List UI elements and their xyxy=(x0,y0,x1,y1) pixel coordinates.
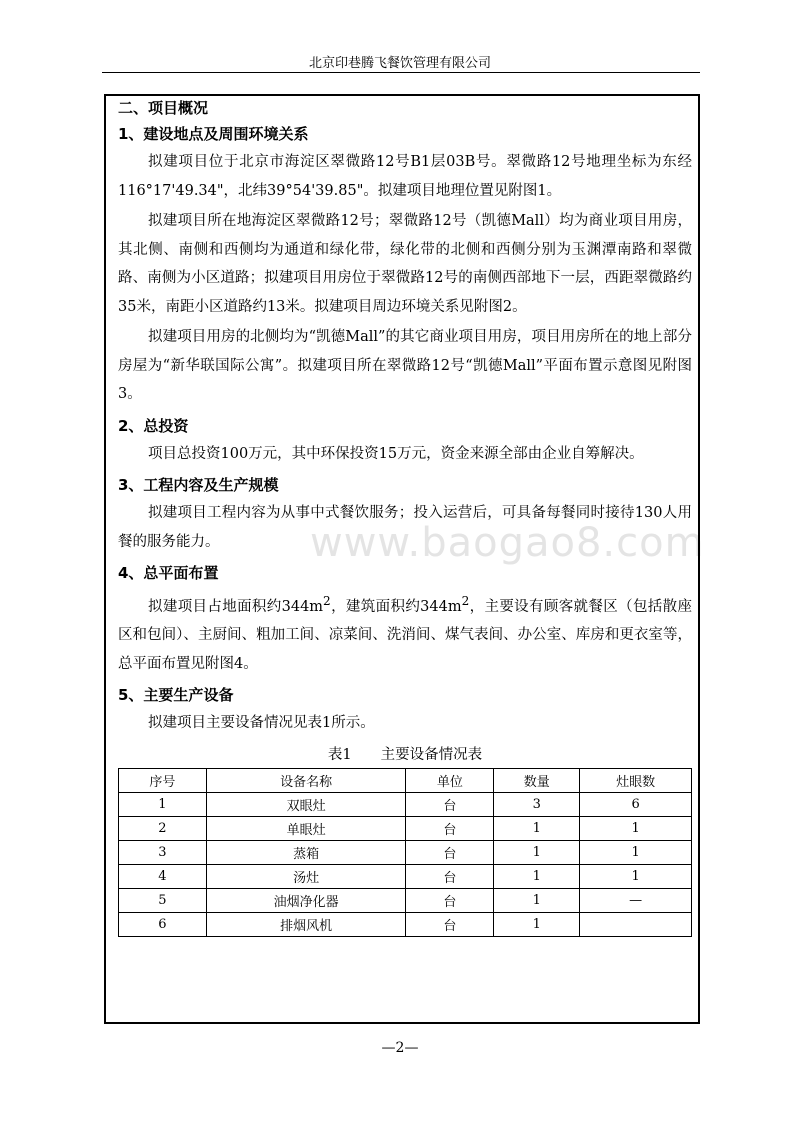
section-layout xyxy=(118,560,692,678)
table-header-cell: 灶眼数 xyxy=(580,768,692,792)
section-location xyxy=(118,121,692,409)
table-cell: 蒸箱 xyxy=(206,840,406,864)
table-cell: 1 xyxy=(494,864,580,888)
paragraph xyxy=(118,587,692,678)
table-cell: 6 xyxy=(119,912,207,936)
section-investment xyxy=(118,413,692,469)
superscript: 2 xyxy=(461,594,470,608)
table-cell: 油烟净化器 xyxy=(206,888,406,912)
table-cell: 台 xyxy=(406,840,494,864)
table-cell: 6 xyxy=(580,792,692,816)
table-header-cell: 序号 xyxy=(119,768,207,792)
table-row xyxy=(119,888,692,912)
superscript: 2 xyxy=(323,594,331,608)
table-cell: — xyxy=(580,888,692,912)
section-heading: 3、工程内容及生产规模 xyxy=(118,476,279,494)
table-cell: 1 xyxy=(580,864,692,888)
paragraph: 项目总投资100万元，其中环保投资15万元，资金来源全部由企业自筹解决。 xyxy=(148,445,644,462)
paragraph: 拟建项目所在地海淀区翠微路12号；翠微路12号（凯德Mall）均为商业项目用房，其北侧、南侧和西侧均为通道和绿化带，绿化带的北侧和西侧分别为玉渊潭南路和翠微路、南侧为小区道路；拟建项目用房位于翠微路12号的南侧西部地下一层，西距翠微路约35米，南距小区道路约13米。拟建项目周边环境关系见附图2。 xyxy=(118,213,692,315)
table-row xyxy=(119,912,692,936)
paragraph-text: ，主要设有顾客就餐区（包括散座区和包间）、主厨间、粗加工间、凉菜间、洗消间、煤气表间、办公室、库房和更衣室等，总平面布置见附图4。 xyxy=(118,598,692,672)
table-cell: 1 xyxy=(494,840,580,864)
table-cell: 台 xyxy=(406,816,494,840)
table-cell: 1 xyxy=(494,912,580,936)
table-header-cell: 设备名称 xyxy=(206,768,406,792)
table-cell: 2 xyxy=(119,816,207,840)
table-cell: 台 xyxy=(406,792,494,816)
paragraph-text: ，建筑面积约344m xyxy=(330,598,462,615)
document-body xyxy=(118,96,692,937)
table-cell: 1 xyxy=(494,888,580,912)
table-cell: 1 xyxy=(119,792,207,816)
paragraph-text: 拟建项目占地面积约344m xyxy=(148,598,324,615)
section-heading: 4、总平面布置 xyxy=(118,564,219,582)
table-cell: 台 xyxy=(406,888,494,912)
table-cell: 3 xyxy=(494,792,580,816)
table-cell: 3 xyxy=(119,840,207,864)
watermark: www.baogao8.com xyxy=(310,520,705,566)
section-heading: 5、主要生产设备 xyxy=(118,686,234,705)
table-row xyxy=(119,840,692,864)
page-number: —2— xyxy=(381,1040,419,1056)
table-header-row xyxy=(119,768,692,792)
paragraph: 拟建项目位于北京市海淀区翠微路12号B1层03B号。翠微路12号地理坐标为东经116°17'49.34"，北纬39°54'39.85"。拟建项目地理位置见附图1。 xyxy=(118,154,692,199)
table-cell: 排烟风机 xyxy=(206,912,406,936)
table-cell: 1 xyxy=(494,816,580,840)
paragraph: 拟建项目主要设备情况见表1所示。 xyxy=(148,715,375,732)
paragraph: 拟建项目用房的北侧均为“凯德Mall”的其它商业项目用房，项目用房所在的地上部分房屋为“新华联国际公寓”。拟建项目所在翠微路12号“凯德Mall”平面布置示意图见附图3。 xyxy=(118,329,692,402)
table-cell: 1 xyxy=(580,840,692,864)
section-title: 二、项目概况 xyxy=(118,99,209,117)
table-cell xyxy=(580,912,692,936)
section-scope xyxy=(118,472,692,556)
table-cell: 1 xyxy=(580,816,692,840)
table-row xyxy=(119,864,692,888)
table-cell: 4 xyxy=(119,864,207,888)
table-cell: 单眼灶 xyxy=(206,816,406,840)
table-header-cell: 单位 xyxy=(406,768,494,792)
table-header-cell: 数量 xyxy=(494,768,580,792)
section-heading: 2、总投资 xyxy=(118,416,189,435)
table-caption: 表1 主要设备情况表 xyxy=(327,746,483,763)
section-equipment xyxy=(118,682,692,738)
table-cell: 汤灶 xyxy=(206,864,406,888)
table-cell: 5 xyxy=(119,888,207,912)
table-row xyxy=(119,792,692,816)
table-row xyxy=(119,816,692,840)
equipment-table xyxy=(118,768,692,937)
page-header: 北京印巷腾飞餐饮管理有限公司 xyxy=(308,56,491,71)
table-cell: 台 xyxy=(406,912,494,936)
paragraph: 拟建项目工程内容为从事中式餐饮服务；投入运营后，可具备每餐同时接待130人用餐的服务能力。 xyxy=(118,505,692,550)
section-heading: 1、建设地点及周围环境关系 xyxy=(118,125,309,143)
header-divider xyxy=(102,72,700,73)
table-cell: 双眼灶 xyxy=(206,792,406,816)
table-cell: 台 xyxy=(406,864,494,888)
